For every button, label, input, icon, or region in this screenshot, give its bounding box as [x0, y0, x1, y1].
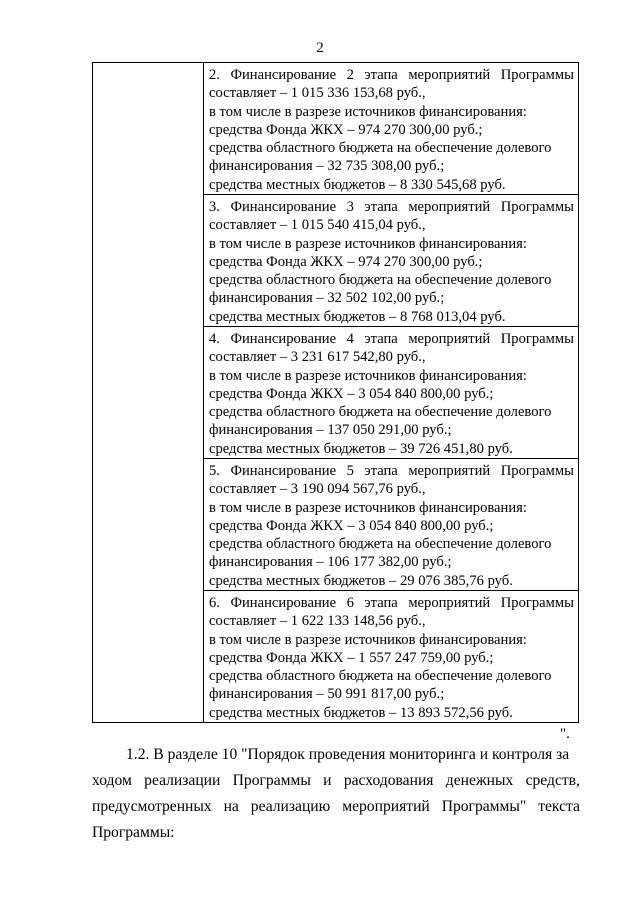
stage-cell [204, 591, 578, 722]
stage-regional-budget-amount: финансирования – 137 050 291,00 руб.; [209, 422, 452, 439]
stage-local-budget-amount: средства местных бюджетов – 13 893 572,56 руб. [209, 704, 513, 721]
stage-local-budget-amount: средства местных бюджетов – 8 330 545,68 руб. [209, 176, 506, 193]
stage-fund-amount: средства Фонда ЖКХ – 974 270 300,00 руб.; [209, 253, 483, 270]
table-right-column [204, 63, 578, 722]
stage-regional-budget-label: средства областного бюджета на обеспечение долевого [209, 272, 552, 289]
stage-fund-amount: средства Фонда ЖКХ – 3 054 840 800,00 руб.; [209, 385, 494, 402]
stage-sources-intro: в том числе в разрезе источников финансирования: [209, 499, 527, 516]
stage-sources-intro: в том числе в разрезе источников финансирования: [209, 631, 527, 648]
stage-heading: 4. Финансирование 4 этапа мероприятий Программы [209, 331, 574, 347]
stage-sources-intro: в том числе в разрезе источников финансирования: [209, 235, 527, 252]
stage-sources-intro: в том числе в разрезе источников финансирования: [209, 103, 527, 120]
stage-regional-budget-label: средства областного бюджета на обеспечение долевого [209, 404, 552, 421]
stage-cell [204, 63, 578, 195]
stage-regional-budget-amount: финансирования – 32 502 102,00 руб.; [209, 290, 445, 307]
page-number: 2 [316, 40, 324, 56]
stage-local-budget-amount: средства местных бюджетов – 8 768 013,04 руб. [209, 308, 506, 325]
stage-regional-budget-label: средства областного бюджета на обеспечение долевого [209, 536, 552, 553]
stage-fund-amount: средства Фонда ЖКХ – 974 270 300,00 руб.; [209, 121, 483, 138]
stage-local-budget-amount: средства местных бюджетов – 39 726 451,80 руб. [209, 440, 513, 457]
stage-regional-budget-label: средства областного бюджета на обеспечение долевого [209, 668, 552, 685]
stage-regional-budget-label: средства областного бюджета на обеспечение долевого [209, 140, 552, 157]
stage-total: составляет – 1 015 336 153,68 руб., [209, 85, 426, 102]
stage-cell [204, 459, 578, 591]
stage-total: составляет – 3 190 094 567,76 руб., [209, 481, 426, 498]
stage-heading: 6. Финансирование 6 этапа мероприятий Программы [209, 595, 574, 611]
program-table [92, 62, 579, 723]
stage-fund-amount: средства Фонда ЖКХ – 3 054 840 800,00 руб.; [209, 517, 494, 534]
stage-sources-intro: в том числе в разрезе источников финансирования: [209, 367, 527, 384]
amendment-paragraph [92, 742, 580, 846]
stage-regional-budget-amount: финансирования – 106 177 382,00 руб.; [209, 554, 452, 571]
paragraph-line-1: 1.2. В разделе 10 "Порядок проведения мониторинга и контроля за [126, 746, 570, 763]
closing-quote: ". [560, 726, 570, 742]
stage-heading: 3. Финансирование 3 этапа мероприятий Программы [209, 199, 574, 215]
paragraph-line-3: предусмотренных на реализацию мероприятий Программы" текста [92, 798, 580, 815]
stage-fund-amount: средства Фонда ЖКХ – 1 557 247 759,00 руб.; [209, 649, 494, 666]
stage-heading: 2. Финансирование 2 этапа мероприятий Программы [209, 67, 574, 83]
stage-total: составляет – 3 231 617 542,80 руб., [209, 349, 426, 366]
stage-cell [204, 195, 578, 327]
paragraph-line-2: ходом реализации Программы и расходования денежных средств, [92, 772, 580, 789]
stage-regional-budget-amount: финансирования – 32 735 308,00 руб.; [209, 158, 445, 175]
stage-total: составляет – 1 015 540 415,04 руб., [209, 217, 426, 234]
stage-regional-budget-amount: финансирования – 50 991 817,00 руб.; [209, 686, 445, 703]
stage-total: составляет – 1 622 133 148,56 руб., [209, 613, 426, 630]
stage-local-budget-amount: средства местных бюджетов – 29 076 385,76 руб. [209, 572, 513, 589]
table-left-column [93, 63, 204, 722]
stage-cell [204, 327, 578, 459]
stage-heading: 5. Финансирование 5 этапа мероприятий Программы [209, 463, 574, 479]
paragraph-line-4: Программы: [92, 824, 175, 841]
